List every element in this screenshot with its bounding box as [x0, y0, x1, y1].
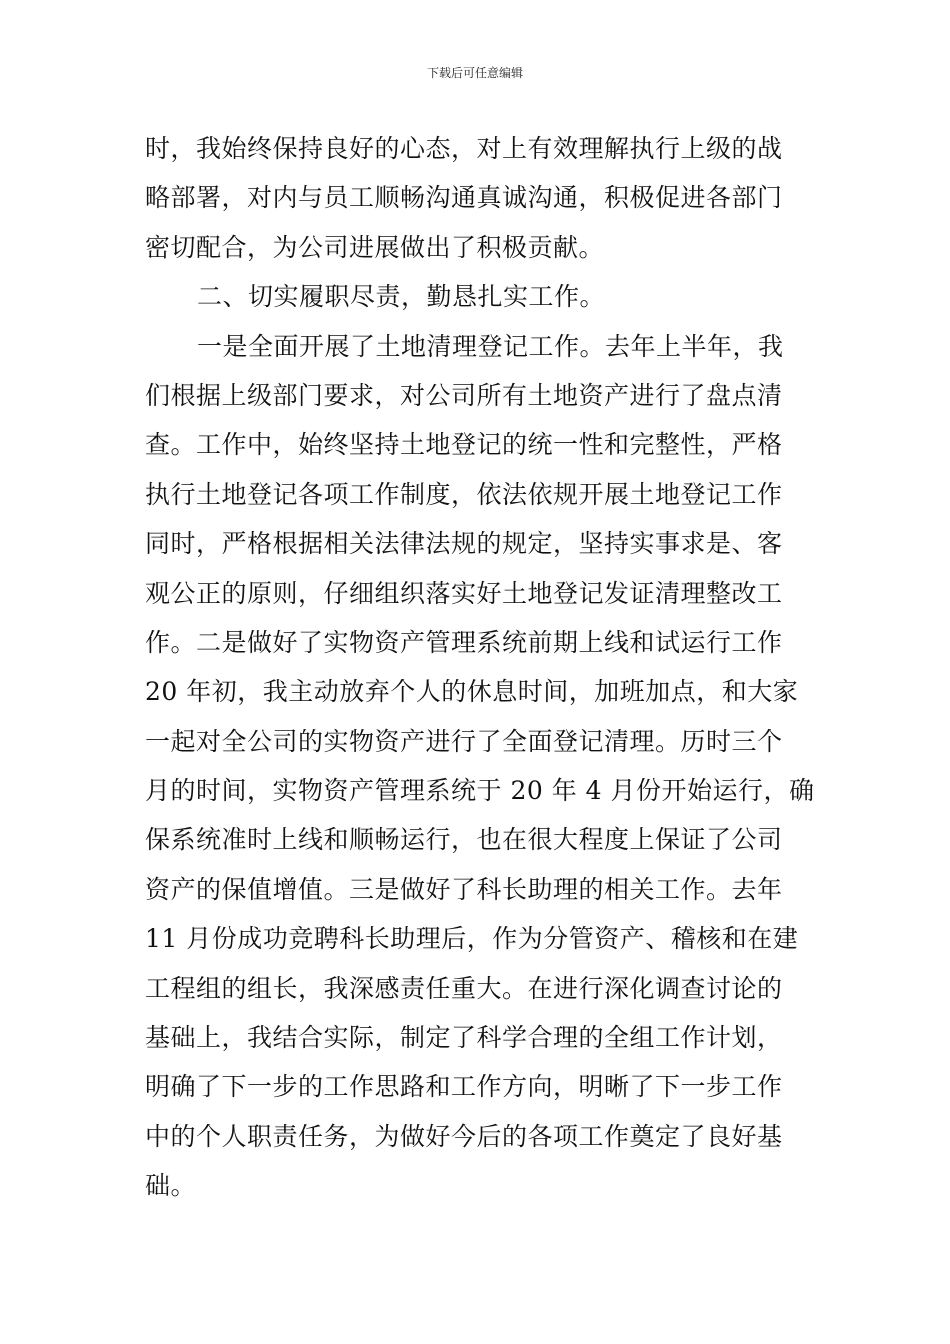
text-line: 基础上，我结合实际，制定了科学合理的全组工作计划， [145, 1023, 783, 1053]
text-line: 础。 [145, 1171, 197, 1201]
text-line: 执行土地登记各项工作制度，依法依规开展土地登记工作 [145, 479, 783, 509]
text-line: 时，我始终保持良好的心态，对上有效理解执行上级的战 [145, 134, 783, 163]
text-line: 20 年初，我主动放弃个人的休息时间，加班加点，和大家 [145, 677, 799, 707]
page-header: 下载后可任意编辑 [426, 66, 523, 80]
text-line: 资产的保值增值。三是做好了科长助理的相关工作。去年 [145, 874, 783, 904]
text-line: 同时，严格根据相关法律法规的规定，坚持实事求是、客 [145, 529, 783, 559]
text-line: 作。二是做好了实物资产管理系统前期上线和试运行工作 [145, 627, 783, 657]
text-line: 11 月份成功竞聘科长助理后，作为分管资产、稽核和在建 [145, 924, 799, 954]
text-line: 密切配合，为公司进展做出了积极贡献。 [145, 232, 605, 262]
text-line: 中的个人职责任务，为做好今后的各项工作奠定了良好基 [145, 1121, 783, 1151]
section-heading: 二、切实履职尽责，勤恳扎实工作。 [197, 282, 606, 312]
text-line: 月的时间，实物资产管理系统于 20 年 4 月份开始运行，确 [145, 776, 815, 806]
text-line: 工程组的组长，我深感责任重大。在进行深化调查讨论的 [145, 973, 783, 1003]
document-body [145, 124, 815, 1211]
text-line: 略部署，对内与员工顺畅沟通真诚沟通，积极促进各部门 [145, 183, 783, 213]
text-line: 一起对全公司的实物资产进行了全面登记清理。历时三个 [145, 726, 783, 756]
text-line: 明确了下一步的工作思路和工作方向，明晰了下一步工作 [145, 1072, 783, 1102]
paragraph-start: 一是全面开展了土地清理登记工作。去年上半年，我 [197, 331, 784, 361]
text-line: 观公正的原则，仔细组织落实好土地登记发证清理整改工 [145, 578, 783, 608]
text-line: 保系统准时上线和顺畅运行，也在很大程度上保证了公司 [145, 825, 783, 855]
text-line: 们根据上级部门要求，对公司所有土地资产进行了盘点清 [145, 380, 783, 410]
text-line: 查。工作中，始终坚持土地登记的统一性和完整性，严格 [145, 430, 783, 460]
